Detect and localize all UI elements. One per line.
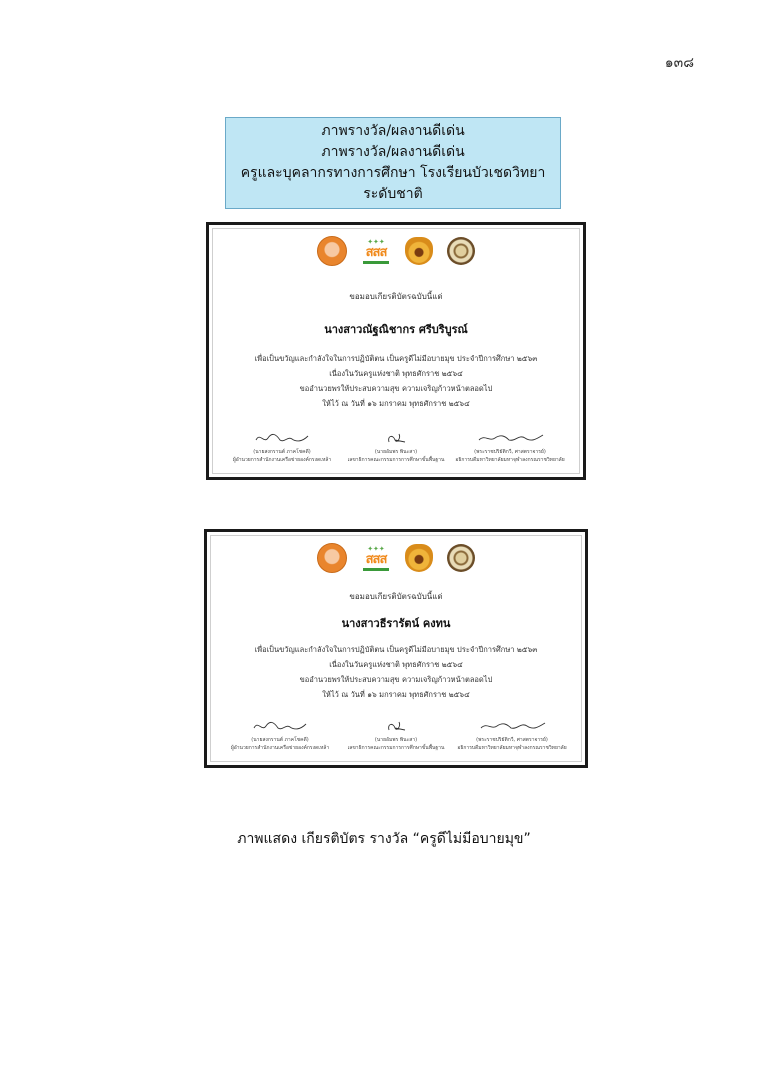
certificate-1 <box>206 222 586 480</box>
signature-2-icon <box>381 430 411 446</box>
certificate-line-2: เนื่องในวันครูแห่งชาติ พุทธศักราช ๒๕๖๔ <box>329 369 463 378</box>
sss-logo-icon <box>361 237 391 265</box>
certificate-2 <box>204 529 588 768</box>
obec-emblem-icon <box>405 237 433 265</box>
certificate-intro: ขอมอบเกียรติบัตรฉบับนี้แด่ <box>349 292 443 301</box>
signature-2-icon <box>381 718 411 734</box>
sss-logo-icon <box>361 544 391 572</box>
certificate-line-2: เนื่องในวันครูแห่งชาติ พุทธศักราช ๒๕๖๔ <box>329 660 463 669</box>
certificate-line-1: เพื่อเป็นขวัญและกำลังใจในการปฏิบัติตน เป็นครูดีไม่มีอบายมุข ประจำปีการศึกษา ๒๕๖๓ <box>254 354 538 363</box>
signer-1 <box>225 718 335 752</box>
signature-3-icon <box>477 718 547 734</box>
signer-2 <box>341 718 451 752</box>
signer-1 <box>227 430 337 464</box>
certificate-intro: ขอมอบเกียรติบัตรฉบับนี้แด่ <box>349 592 443 601</box>
header-line-1: ภาพรางวัล/ผลงานดีเด่น <box>321 123 465 139</box>
sss-logo-bar <box>363 261 389 264</box>
page-number: ๑๓๘ <box>664 55 694 71</box>
certificate-recipient: นางสาวธีรารัตน์ คงทน <box>341 617 451 630</box>
certificate-recipient: นางสาวณัฐณิชากร ศรีบริบูรณ์ <box>324 323 468 336</box>
header-line-2: ภาพรางวัล/ผลงานดีเด่น <box>321 144 465 160</box>
signature-1-icon <box>250 718 310 734</box>
certificate-line-3: ขออำนวยพรให้ประสบความสุข ความเจริญก้าวหน้าตลอดไป <box>299 675 493 684</box>
signature-1-icon <box>252 430 312 446</box>
caption: ภาพแสดง เกียรติบัตร รางวัล “ครูดีไม่มีอบายมุข” <box>237 831 531 847</box>
sss-logo-text: สสส <box>365 244 387 260</box>
child-logo-icon <box>317 236 347 266</box>
signature-row <box>225 718 567 752</box>
signer-2-name: (นายอัมพร พินะสา) <box>374 737 418 743</box>
signer-2-name: (นายอัมพร พินะสา) <box>374 449 418 455</box>
signer-1-name: (นายสงกรานต์ ภาคโชคดี) <box>251 737 309 743</box>
university-seal-icon <box>447 544 475 572</box>
header-line-3: ครูและบุคลากรทางการศึกษา โรงเรียนบัวเชดวิทยา <box>240 165 546 181</box>
signer-2 <box>341 430 451 464</box>
certificate-line-1: เพื่อเป็นขวัญและกำลังใจในการปฏิบัติตน เป็นครูดีไม่มีอบายมุข ประจำปีการศึกษา ๒๕๖๓ <box>254 645 538 654</box>
certificate-logos <box>207 543 585 573</box>
certificate-line-4: ให้ไว้ ณ วันที่ ๑๖ มกราคม พุทธศักราช ๒๕๖๔ <box>322 690 470 699</box>
sss-logo-text: สสส <box>365 551 387 567</box>
signer-3-title: อธิการบดีมหาวิทยาลัยมหาจุฬาลงกรณราชวิทยาลัย <box>457 745 567 751</box>
signer-1-title: ผู้อำนวยการสำนักงานเครือข่ายองค์กรงดเหล้า <box>232 457 332 463</box>
sss-logo-dots: ✦✦✦ <box>367 544 385 553</box>
child-logo-icon <box>317 543 347 573</box>
sss-logo-dots: ✦✦✦ <box>367 237 385 246</box>
header-line-4: ระดับชาติ <box>363 186 423 202</box>
signer-2-title: เลขาธิการคณะกรรมการการศึกษาขั้นพื้นฐาน <box>347 457 445 463</box>
signer-3 <box>457 718 567 752</box>
signer-1-name: (นายสงกรานต์ ภาคโชคดี) <box>253 449 311 455</box>
certificate-line-4: ให้ไว้ ณ วันที่ ๑๖ มกราคม พุทธศักราช ๒๕๖๔ <box>322 399 470 408</box>
signer-3 <box>455 430 565 464</box>
certificate-line-3: ขออำนวยพรให้ประสบความสุข ความเจริญก้าวหน้าตลอดไป <box>299 384 493 393</box>
certificate-logos <box>209 236 583 266</box>
signer-1-title: ผู้อำนวยการสำนักงานเครือข่ายองค์กรงดเหล้า <box>230 745 330 751</box>
signer-3-name: (พระราชปริยัติกวี, ศาสตราจารย์) <box>474 449 546 455</box>
sss-logo-bar <box>363 568 389 571</box>
signer-3-title: อธิการบดีมหาวิทยาลัยมหาจุฬาลงกรณราชวิทยาลัย <box>455 457 565 463</box>
obec-emblem-icon <box>405 544 433 572</box>
university-seal-icon <box>447 237 475 265</box>
signature-3-icon <box>475 430 545 446</box>
signer-2-title: เลขาธิการคณะกรรมการการศึกษาขั้นพื้นฐาน <box>347 745 445 751</box>
signer-3-name: (พระราชปริยัติกวี, ศาสตราจารย์) <box>476 737 548 743</box>
header-box <box>225 117 561 209</box>
signature-row <box>227 430 565 464</box>
